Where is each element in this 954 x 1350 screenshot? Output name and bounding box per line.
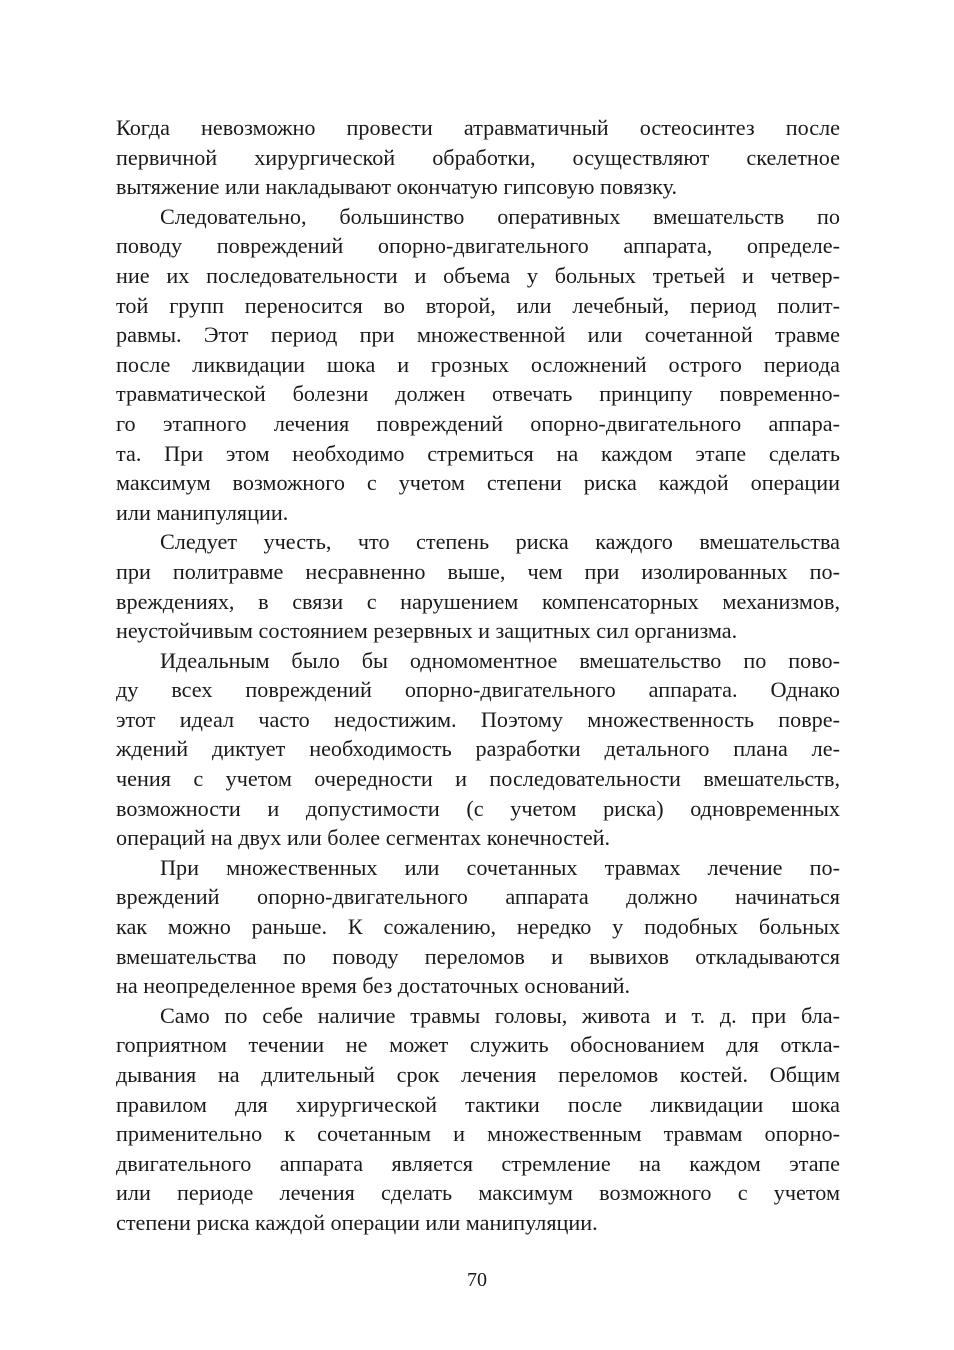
text-line: как можно раньше. К сожалению, нередко у подобных больных	[116, 914, 840, 940]
text-line: этот идеал часто недостижим. Поэтому множественность повре-	[116, 706, 840, 732]
text-line: или периоде лечения сделать максимум возможного с учетом	[116, 1180, 840, 1206]
text-line: на неопределенное время без достаточных оснований.	[116, 973, 630, 999]
text-line: вытяжение или накладывают окончатую гипсовую повязку.	[116, 174, 678, 200]
text-line: та. При этом необходимо стремиться на каждом этапе сделать	[116, 440, 840, 466]
text-line: степени риска каждой операции или манипуляции.	[116, 1209, 598, 1235]
text-line: после ликвидации шока и грозных осложнений острого периода	[116, 351, 840, 377]
text-line: го этапного лечения повреждений опорно-двигательного аппара-	[116, 410, 840, 436]
text-line: Само по себе наличие травмы головы, живота и т. д. при бла-	[160, 1002, 840, 1028]
text-line: двигательного аппарата является стремление на каждом этапе	[116, 1150, 840, 1176]
paragraph	[116, 853, 840, 1001]
text-line: первичной хирургической обработки, осуществляют скелетное	[116, 144, 840, 170]
text-line: травматической болезни должен отвечать принципу повременно-	[116, 381, 840, 407]
text-line: Идеальным было бы одномоментное вмешательство по пово-	[160, 647, 840, 673]
text-line: ждений диктует необходимость разработки детального плана ле-	[116, 736, 840, 762]
text-line: вреждениях, в связи с нарушением компенсаторных механизмов,	[116, 588, 840, 614]
page-number: 70	[467, 1269, 487, 1291]
text-line: равмы. Этот период при множественной или сочетанной травме	[116, 322, 840, 348]
text-line: вмешательства по поводу переломов и вывихов откладываются	[116, 943, 840, 969]
text-line: ду всех повреждений опорно-двигательного аппарата. Однако	[116, 677, 840, 703]
text-line: ние их последовательности и объема у больных третьей и четвер-	[116, 262, 840, 288]
text-line: правилом для хирургической тактики после ликвидации шока	[116, 1091, 840, 1117]
text-line: максимум возможного с учетом степени риска каждой операции	[116, 470, 840, 496]
paragraph	[116, 113, 840, 202]
paragraph	[116, 646, 840, 853]
text-line: вреждений опорно-двигательного аппарата должно начинаться	[116, 884, 840, 910]
text-line: неустойчивым состоянием резервных и защитных сил организма.	[116, 618, 738, 644]
text-line: гоприятном течении не может служить обоснованием для откла-	[116, 1032, 840, 1058]
text-line: дывания на длительный срок лечения переломов костей. Общим	[116, 1062, 840, 1087]
text-line: операций на двух или более сегментах конечностей.	[116, 825, 611, 851]
text-line: той групп переносится во второй, или лечебный, период полит-	[116, 292, 840, 318]
paragraph	[116, 1001, 840, 1238]
paragraph	[116, 527, 840, 645]
text-line: поводу повреждений опорно-двигательного аппарата, определе-	[116, 233, 840, 259]
text-line: применительно к сочетанным и множественным травмам опорно-	[116, 1121, 840, 1147]
text-line: Следует учесть, что степень риска каждого вмешательства	[160, 529, 840, 555]
text-line: или манипуляции.	[116, 499, 289, 525]
paragraph	[116, 202, 840, 528]
text-line: чения с учетом очередности и последовательности вмешательств,	[116, 766, 840, 792]
text-line: Когда невозможно провести атравматичный остеосинтез после	[116, 115, 840, 140]
text-line: При множественных или сочетанных травмах лечение по-	[160, 854, 840, 880]
text-line: Следовательно, большинство оперативных вмешательств по	[160, 203, 840, 229]
page-body	[116, 113, 840, 1238]
text-line: возможности и допустимости (с учетом риска) одновременных	[116, 795, 840, 821]
text-line: при политравме несравненно выше, чем при изолированных по-	[116, 558, 840, 584]
